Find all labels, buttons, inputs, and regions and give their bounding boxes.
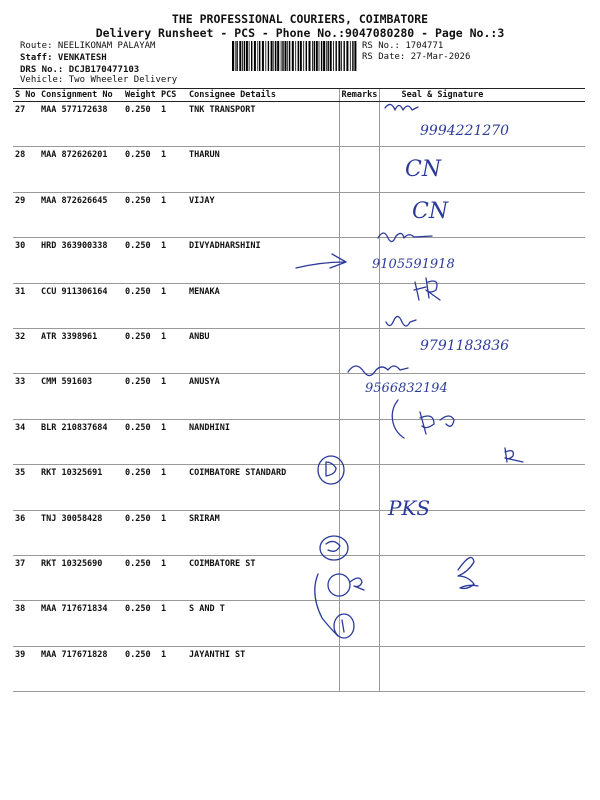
cell-remarks [339,328,379,373]
cell-sno: 38 [13,601,39,646]
rs-date: RS Date: 27-Mar-2026 [362,52,471,62]
phone-handwritten-32: 9791183836 [420,338,510,354]
cell-consignee: DIVYADHARSHINI [187,238,339,283]
runsheet-subtitle: Delivery Runsheet - PCS - Phone No.:9047080280 - Page No.:3 [95,26,505,40]
cell-consignee: ANBU [187,328,339,373]
cell-consignee: COIMBATORE STANDARD [187,465,339,510]
cell-weight: 0.250 [123,510,159,555]
cell-signature [379,555,585,600]
cell-weight: 0.250 [123,283,159,328]
table-header-row [13,89,585,102]
table-row [13,601,585,646]
initials-28: CN [405,157,442,182]
cell-weight: 0.250 [123,238,159,283]
cell-cno: TNJ 30058428 [39,510,123,555]
cell-weight: 0.250 [123,555,159,600]
col-signature: Seal & Signature [379,89,585,102]
cell-cno: MAA 577172638 [39,102,123,147]
cell-consignee: VIJAY [187,192,339,237]
initials-29: CN [412,199,449,224]
cell-consignee: MENAKA [187,283,339,328]
cell-consignee: SRIRAM [187,510,339,555]
cell-weight: 0.250 [123,192,159,237]
cell-cno: RKT 10325690 [39,555,123,600]
cell-signature [379,328,585,373]
company-title: THE PROFESSIONAL COURIERS, COIMBATORE [171,12,429,26]
cell-sno: 32 [13,328,39,373]
col-remarks: Remarks [339,89,379,102]
phone-handwritten-30: 9105591918 [372,257,455,272]
cell-signature [379,192,585,237]
cell-pcs: 1 [159,283,187,328]
cell-weight: 0.250 [123,102,159,147]
cell-weight: 0.250 [123,374,159,419]
cell-cno: MAA 872626201 [39,147,123,192]
barcode-image [232,41,358,71]
cell-sno: 34 [13,419,39,464]
table-row [13,555,585,600]
runsheet-table [13,88,585,692]
table-row [13,238,585,283]
cell-sno: 37 [13,555,39,600]
cell-cno: CCU 911306164 [39,283,123,328]
cell-weight: 0.250 [123,419,159,464]
table-row [13,465,585,510]
cell-cno: MAA 872626645 [39,192,123,237]
cell-remarks [339,601,379,646]
table-row [13,510,585,555]
col-consignee: Consignee Details [187,89,339,102]
table-row [13,328,585,373]
cell-sno: 30 [13,238,39,283]
col-consignment: Consignment No [39,89,123,102]
cell-remarks [339,283,379,328]
cell-signature [379,238,585,283]
col-weight: Weight [123,89,159,102]
table-row [13,419,585,464]
cell-sno: 27 [13,102,39,147]
cell-remarks [339,238,379,283]
table-row [13,147,585,192]
cell-sno: 39 [13,646,39,691]
cell-cno: HRD 363900338 [39,238,123,283]
cell-remarks [339,646,379,691]
cell-consignee: NANDHINI [187,419,339,464]
cell-cno: MAA 717671828 [39,646,123,691]
cell-sno: 29 [13,192,39,237]
cell-cno: MAA 717671834 [39,601,123,646]
cell-weight: 0.250 [123,465,159,510]
cell-signature [379,646,585,691]
cell-cno: CMM 591603 [39,374,123,419]
cell-pcs: 1 [159,147,187,192]
cell-weight: 0.250 [123,147,159,192]
cell-signature [379,147,585,192]
cell-signature [379,510,585,555]
cell-remarks [339,147,379,192]
cell-pcs: 1 [159,102,187,147]
cell-consignee: JAYANTHI ST [187,646,339,691]
cell-consignee: COIMBATORE ST [187,555,339,600]
cell-remarks [339,102,379,147]
drs-number: DRS No.: DCJB170477103 [20,65,140,75]
cell-cno: BLR 210837684 [39,419,123,464]
cell-consignee: THARUN [187,147,339,192]
cell-pcs: 1 [159,328,187,373]
cell-sno: 35 [13,465,39,510]
route-label: Route: NEELIKONAM PALAYAM [20,41,156,51]
cell-remarks [339,192,379,237]
cell-remarks [339,419,379,464]
cell-signature [379,102,585,147]
cell-pcs: 1 [159,465,187,510]
cell-pcs: 1 [159,510,187,555]
cell-remarks [339,555,379,600]
cell-sno: 33 [13,374,39,419]
cell-pcs: 1 [159,374,187,419]
cell-consignee: S AND T [187,601,339,646]
cell-signature [379,374,585,419]
cell-remarks [339,465,379,510]
cell-cno: RKT 10325691 [39,465,123,510]
cell-cno: ATR 3398961 [39,328,123,373]
col-pcs: PCS [159,89,187,102]
table-row [13,283,585,328]
table-row [13,192,585,237]
cell-pcs: 1 [159,555,187,600]
staff-label: Staff: VENKATESH [20,53,107,63]
cell-pcs: 1 [159,646,187,691]
phone-handwritten-27: 9994221270 [420,123,510,139]
cell-consignee: ANUSYA [187,374,339,419]
cell-signature [379,465,585,510]
cell-signature [379,419,585,464]
phone-handwritten-33: 9566832194 [365,381,448,396]
vehicle-label: Vehicle: Two Wheeler Delivery [20,75,178,85]
table-row [13,374,585,419]
cell-sno: 28 [13,147,39,192]
rs-number: RS No.: 1704771 [362,41,444,51]
cell-consignee: TNK TRANSPORT [187,102,339,147]
cell-pcs: 1 [159,192,187,237]
initials-36: PKS [388,496,431,520]
table-row [13,646,585,691]
cell-signature [379,283,585,328]
cell-pcs: 1 [159,601,187,646]
cell-weight: 0.250 [123,601,159,646]
cell-signature [379,601,585,646]
cell-remarks [339,510,379,555]
cell-sno: 31 [13,283,39,328]
cell-weight: 0.250 [123,328,159,373]
table-row [13,102,585,147]
cell-sno: 36 [13,510,39,555]
cell-remarks [339,374,379,419]
cell-weight: 0.250 [123,646,159,691]
cell-pcs: 1 [159,238,187,283]
cell-pcs: 1 [159,419,187,464]
col-sno: S No [13,89,39,102]
